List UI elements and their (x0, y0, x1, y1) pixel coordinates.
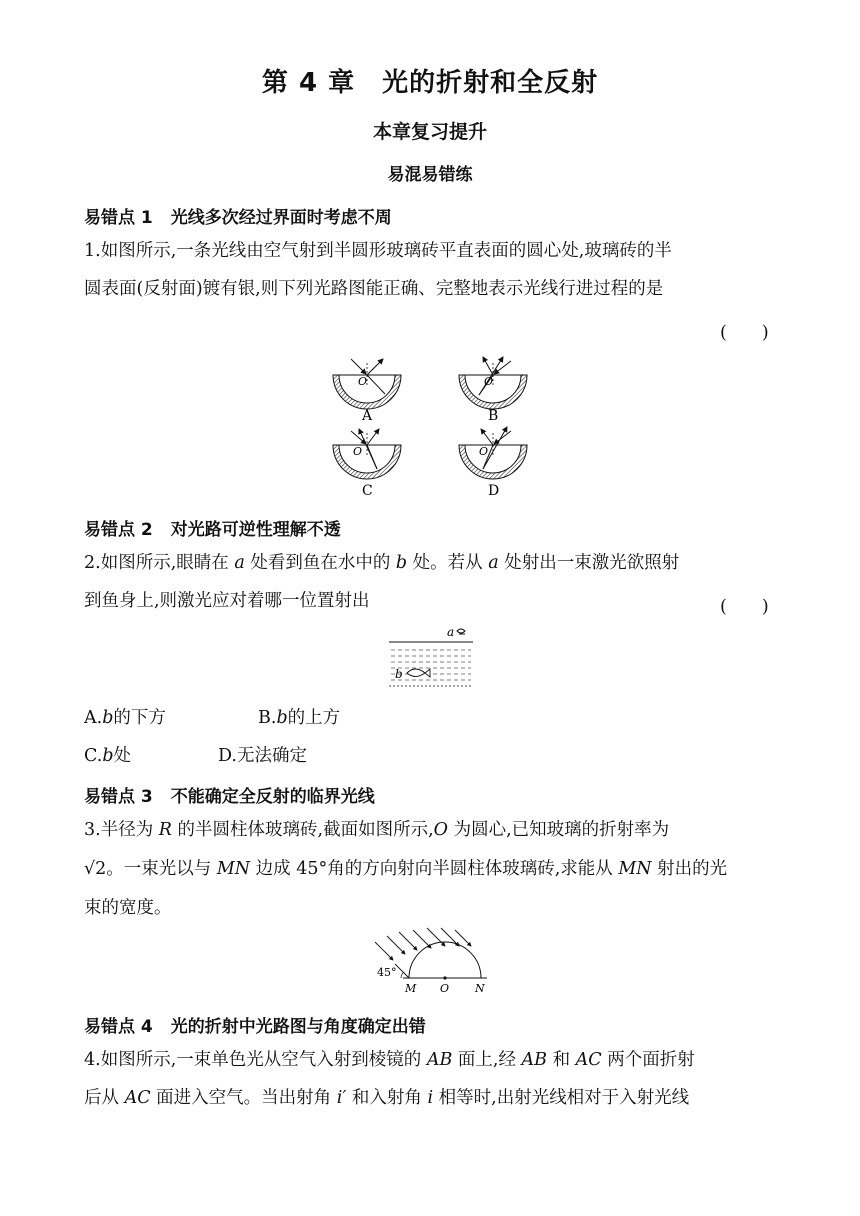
chapter-title: 第 4 章 光的折射和全反射 (261, 68, 599, 98)
error-point-1-heading (84, 203, 392, 228)
q3-line-3: 束的宽度。 (84, 898, 172, 918)
section-title: 本章复习提升 (372, 121, 487, 143)
sqrt2: √2 (84, 859, 107, 879)
q1-option-d-label: D (488, 483, 500, 499)
q1-option-b-diagram (459, 357, 527, 409)
error-point-3-heading (84, 782, 375, 807)
q2-figure (385, 622, 485, 690)
q1-option-b-label: B (488, 408, 499, 424)
error-point-1-label: 易错点 1 (84, 208, 153, 228)
q2-line-2: 到鱼身上,则激光应对着哪一位置射出 (84, 591, 370, 611)
q1-answer-blank: ( ) (720, 323, 769, 343)
q1-d-center-label: O (479, 445, 489, 458)
error-point-4-label: 易错点 4 (84, 1017, 153, 1037)
error-point-3-title: 不能确定全反射的临界光线 (170, 787, 375, 807)
q1-option-a-label: A (362, 408, 373, 424)
q1-c-center-label: O (353, 445, 363, 458)
q3-line-1: 3.半径为 R 的半圆柱体玻璃砖,截面如图所示,O 为圆心,已知玻璃的折射率为 (84, 820, 670, 840)
q1-option-c-diagram (333, 429, 401, 479)
q1-line-2: 圆表面(反射面)镀有银,则下列光路图能正确、完整地表示光线行进过程的是 (84, 279, 664, 299)
error-point-2-heading (84, 515, 341, 540)
q1-b-center-label: O (484, 375, 494, 388)
error-point-2-label: 易错点 2 (84, 520, 153, 540)
q1-figure (320, 345, 540, 505)
q3-o-label: O (440, 982, 450, 995)
q1-line-1: 1.如图所示,一条光线由空气射到半圆形玻璃砖平直表面的圆心处,玻璃砖的半 (84, 241, 672, 261)
q2-answer-blank: ( ) (720, 597, 769, 617)
q1-option-c-label: C (362, 483, 373, 499)
q3-m-label: M (405, 982, 417, 995)
q2-fish-label: b (395, 667, 403, 681)
q4-line-2: 后从 AC 面进入空气。当出射角 i′ 和入射角 i 相等时,出射光线相对于入射光线 (84, 1088, 690, 1108)
q3-line-2: √2。一束光以与 MN 边成 45°角的方向射向半圆柱体玻璃砖,求能从 MN 射出的光 (84, 859, 728, 879)
q3-angle-label: 45° (377, 966, 397, 979)
error-point-4-title: 光的折射中光路图与角度确定出错 (170, 1017, 426, 1037)
error-point-3-label: 易错点 3 (84, 787, 153, 807)
q2-line-1: 2.如图所示,眼睛在 a 处看到鱼在水中的 b 处。若从 a 处射出一束激光欲照射 (84, 553, 680, 573)
error-point-1-title: 光线多次经过界面时考虑不周 (170, 208, 392, 228)
eye-icon (457, 629, 465, 634)
error-point-2-title: 对光路可逆性理解不透 (170, 520, 341, 540)
q1-option-d-diagram (459, 427, 527, 479)
q2-option-d[interactable]: D.无法确定 (218, 746, 307, 766)
subsection-title: 易混易错练 (387, 165, 473, 185)
q3-n-label: N (475, 982, 485, 995)
q2-option-c[interactable]: C.b处 (84, 746, 132, 766)
q2-eye-label: a (447, 625, 455, 639)
q2-option-b[interactable]: B.b的上方 (258, 708, 341, 728)
q2-option-a[interactable]: A.b的下方 (84, 708, 166, 728)
error-point-4-heading (84, 1012, 426, 1037)
q3-figure (375, 928, 495, 998)
q1-a-center-label: O (358, 375, 368, 388)
q1-option-a-diagram (333, 359, 401, 409)
q4-line-1: 4.如图所示,一束单色光从空气入射到棱镜的 AB 面上,经 AB 和 AC 两个面折射 (84, 1050, 695, 1070)
